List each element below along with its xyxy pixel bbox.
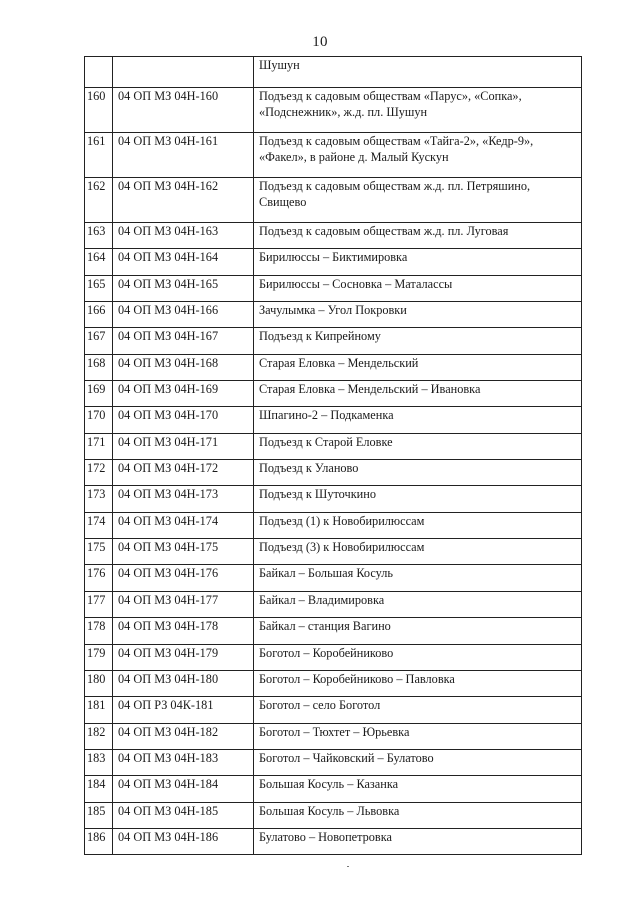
- table-row: [85, 328, 582, 354]
- table-row: [85, 670, 582, 696]
- road-code-cell: 04 ОП МЗ 04Н-168: [113, 354, 254, 380]
- row-number-cell: 177: [85, 591, 113, 617]
- table-row: [85, 354, 582, 380]
- row-number-cell: 167: [85, 328, 113, 354]
- road-code-cell: 04 ОП МЗ 04Н-178: [113, 618, 254, 644]
- row-number-cell: 180: [85, 670, 113, 696]
- table-row: [85, 723, 582, 749]
- road-code-cell: 04 ОП МЗ 04Н-177: [113, 591, 254, 617]
- table-row: [85, 178, 582, 223]
- row-number-cell: 175: [85, 539, 113, 565]
- road-name-cell: Подъезд (1) к Новобирилюссам: [254, 512, 582, 538]
- road-name-cell: Байкал – Владимировка: [254, 591, 582, 617]
- table-row: [85, 512, 582, 538]
- row-number-cell: 169: [85, 381, 113, 407]
- row-number-cell: 185: [85, 802, 113, 828]
- row-number-cell: 163: [85, 223, 113, 249]
- row-number-cell: 183: [85, 749, 113, 775]
- road-name-cell: Подъезд к Кипрейному: [254, 328, 582, 354]
- row-number-cell: 160: [85, 88, 113, 133]
- road-name-cell: Большая Косуль – Львовка: [254, 802, 582, 828]
- road-code-cell: 04 ОП МЗ 04Н-162: [113, 178, 254, 223]
- road-name-cell: Подъезд к садовым обществам «Парус», «Сопка», «Подснежник», ж.д. пл. Шушун: [254, 88, 582, 133]
- table-row: [85, 407, 582, 433]
- row-number-cell: 164: [85, 249, 113, 275]
- road-code-cell: [113, 57, 254, 88]
- row-number-cell: 173: [85, 486, 113, 512]
- table-row: [85, 486, 582, 512]
- road-code-cell: 04 ОП РЗ 04К-181: [113, 697, 254, 723]
- row-number-cell: 186: [85, 828, 113, 854]
- scan-mark: [347, 866, 349, 867]
- table-row: [85, 249, 582, 275]
- table-row-continuation: [85, 57, 582, 88]
- road-code-cell: 04 ОП МЗ 04Н-166: [113, 302, 254, 328]
- road-name-cell: Боготол – Чайковский – Булатово: [254, 749, 582, 775]
- road-code-cell: 04 ОП МЗ 04Н-185: [113, 802, 254, 828]
- row-number-cell: 166: [85, 302, 113, 328]
- road-name-cell: Подъезд к Уланово: [254, 460, 582, 486]
- page-number: 10: [312, 34, 328, 50]
- road-name-cell: Байкал – Большая Косуль: [254, 565, 582, 591]
- table-row: [85, 275, 582, 301]
- table-row: [85, 697, 582, 723]
- row-number-cell: 178: [85, 618, 113, 644]
- row-number-cell: 161: [85, 133, 113, 178]
- road-code-cell: 04 ОП МЗ 04Н-182: [113, 723, 254, 749]
- road-code-cell: 04 ОП МЗ 04Н-164: [113, 249, 254, 275]
- road-name-cell: Зачулымка – Угол Покровки: [254, 302, 582, 328]
- table-row: [85, 381, 582, 407]
- road-name-cell: Боготол – Коробейниково – Павловка: [254, 670, 582, 696]
- road-name-cell: Подъезд к садовым обществам ж.д. пл. Луговая: [254, 223, 582, 249]
- table-row: [85, 433, 582, 459]
- row-number-cell: 184: [85, 776, 113, 802]
- table-row: [85, 802, 582, 828]
- table-row: [85, 133, 582, 178]
- road-name-cell: Бирилюссы – Сосновка – Маталассы: [254, 275, 582, 301]
- roads-table-body: [85, 57, 582, 855]
- road-name-cell: Старая Еловка – Мендельский: [254, 354, 582, 380]
- table-row: [85, 460, 582, 486]
- road-code-cell: 04 ОП МЗ 04Н-180: [113, 670, 254, 696]
- row-number-cell: 162: [85, 178, 113, 223]
- road-code-cell: 04 ОП МЗ 04Н-163: [113, 223, 254, 249]
- road-code-cell: 04 ОП МЗ 04Н-160: [113, 88, 254, 133]
- table-row: [85, 223, 582, 249]
- road-name-cell: Старая Еловка – Мендельский – Ивановка: [254, 381, 582, 407]
- table-row: [85, 302, 582, 328]
- table-row: [85, 565, 582, 591]
- road-code-cell: 04 ОП МЗ 04Н-161: [113, 133, 254, 178]
- roads-table: [84, 56, 582, 855]
- table-row: [85, 749, 582, 775]
- row-number-cell: 182: [85, 723, 113, 749]
- road-code-cell: 04 ОП МЗ 04Н-183: [113, 749, 254, 775]
- road-code-cell: 04 ОП МЗ 04Н-171: [113, 433, 254, 459]
- road-code-cell: 04 ОП МЗ 04Н-179: [113, 644, 254, 670]
- row-number-cell: 168: [85, 354, 113, 380]
- road-code-cell: 04 ОП МЗ 04Н-186: [113, 828, 254, 854]
- road-name-cell: Подъезд (3) к Новобирилюссам: [254, 539, 582, 565]
- row-number-cell: 171: [85, 433, 113, 459]
- road-code-cell: 04 ОП МЗ 04Н-173: [113, 486, 254, 512]
- table-row: [85, 828, 582, 854]
- road-name-cell: Шпагино-2 – Подкаменка: [254, 407, 582, 433]
- table-row: [85, 644, 582, 670]
- row-number-cell: 172: [85, 460, 113, 486]
- table-row: [85, 88, 582, 133]
- row-number-cell: [85, 57, 113, 88]
- road-code-cell: 04 ОП МЗ 04Н-172: [113, 460, 254, 486]
- road-name-cell: Бирилюссы – Биктимировка: [254, 249, 582, 275]
- table-row: [85, 591, 582, 617]
- row-number-cell: 174: [85, 512, 113, 538]
- road-name-cell: Большая Косуль – Казанка: [254, 776, 582, 802]
- road-name-cell: Боготол – Тюхтет – Юрьевка: [254, 723, 582, 749]
- road-name-cell: Подъезд к садовым обществам ж.д. пл. Петряшино, Свищево: [254, 178, 582, 223]
- row-number-cell: 176: [85, 565, 113, 591]
- road-code-cell: 04 ОП МЗ 04Н-169: [113, 381, 254, 407]
- road-name-cell: Боготол – село Боготол: [254, 697, 582, 723]
- road-name-cell: Шушун: [254, 57, 582, 88]
- road-code-cell: 04 ОП МЗ 04Н-165: [113, 275, 254, 301]
- road-code-cell: 04 ОП МЗ 04Н-174: [113, 512, 254, 538]
- road-name-cell: Подъезд к Шуточкино: [254, 486, 582, 512]
- table-row: [85, 539, 582, 565]
- road-code-cell: 04 ОП МЗ 04Н-176: [113, 565, 254, 591]
- row-number-cell: 181: [85, 697, 113, 723]
- table-row: [85, 776, 582, 802]
- table-row: [85, 618, 582, 644]
- row-number-cell: 165: [85, 275, 113, 301]
- road-code-cell: 04 ОП МЗ 04Н-184: [113, 776, 254, 802]
- road-code-cell: 04 ОП МЗ 04Н-167: [113, 328, 254, 354]
- road-name-cell: Подъезд к Старой Еловке: [254, 433, 582, 459]
- road-name-cell: Булатово – Новопетровка: [254, 828, 582, 854]
- row-number-cell: 170: [85, 407, 113, 433]
- road-name-cell: Байкал – станция Вагино: [254, 618, 582, 644]
- road-code-cell: 04 ОП МЗ 04Н-175: [113, 539, 254, 565]
- road-code-cell: 04 ОП МЗ 04Н-170: [113, 407, 254, 433]
- road-name-cell: Боготол – Коробейниково: [254, 644, 582, 670]
- road-name-cell: Подъезд к садовым обществам «Тайга-2», «Кедр-9», «Факел», в районе д. Малый Кускун: [254, 133, 582, 178]
- row-number-cell: 179: [85, 644, 113, 670]
